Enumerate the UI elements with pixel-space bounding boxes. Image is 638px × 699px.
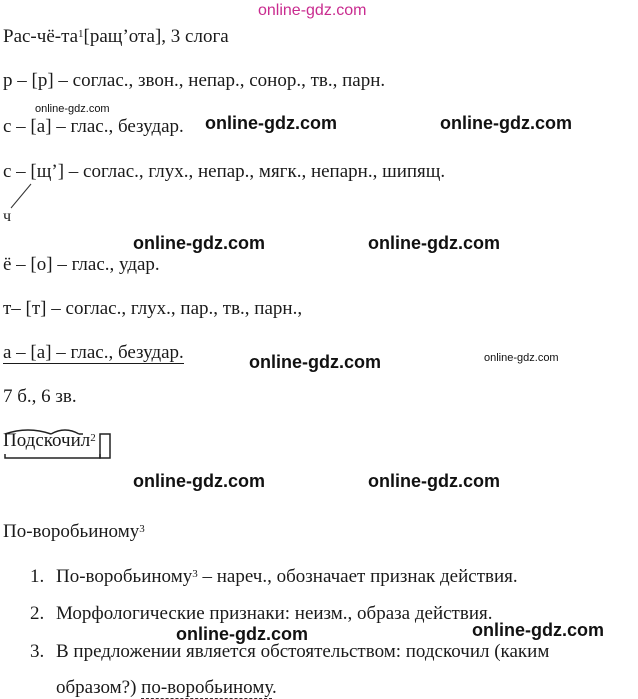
transcription: [ращ’ота], 3 слога [83, 26, 229, 47]
list-text: В предложении является обстоятельством: подскочил (каким [56, 641, 550, 662]
underlined-adverb: по-воробьиному [141, 677, 272, 698]
word2: Подскочил [3, 430, 91, 451]
row-t: т– [т] – соглас., глух., пар., тв., парн., [3, 298, 303, 319]
list-text: По-воробьиному$^3$ – нареч., обозначает признак действия. [56, 566, 518, 587]
row-r: р – [р] – соглас., звон., непар., сонор., тв., парн. [3, 70, 386, 91]
list-number: 1. [30, 566, 45, 587]
watermark: online-gdz.com [472, 620, 604, 640]
watermark: online-gdz.com [176, 624, 308, 644]
summary: 7 б., 6 зв. [3, 386, 77, 407]
watermark-top: online-gdz.com [258, 2, 367, 19]
list-text: Морфологические признаки: неизм., образа действия. [56, 603, 493, 624]
row-s1: с – [а] – глас., безудар. [3, 116, 184, 137]
footnote-3: 3 [139, 523, 145, 535]
morpheme-marks [3, 424, 118, 464]
watermark: online-gdz.com [133, 471, 265, 491]
list-item-continuation: образом?) по-воробьиному. [56, 677, 277, 698]
watermark: online-gdz.com [205, 113, 337, 133]
word3: По-воробьиному [3, 521, 140, 542]
footnote-2: 2 [90, 432, 96, 444]
watermark-small: online-gdz.com [35, 103, 110, 115]
watermark: online-gdz.com [368, 471, 500, 491]
watermark: online-gdz.com [133, 233, 265, 253]
watermark: online-gdz.com [249, 352, 381, 372]
heading-word [3, 26, 229, 48]
row-a-text: а – [а] – глас., безудар. [3, 342, 184, 363]
watermark: online-gdz.com [440, 113, 572, 133]
list-number: 3. [30, 641, 45, 662]
row-a [3, 342, 184, 364]
row-ch: ч [3, 208, 12, 225]
watermark-small: online-gdz.com [484, 352, 559, 364]
word3-line [3, 521, 145, 543]
word-syllables: Рас-чё-та [3, 26, 79, 47]
row-s2: с – [щ’] – соглас., глух., непар., мягк., непарн., шипящ. [3, 161, 446, 182]
watermark: online-gdz.com [368, 233, 500, 253]
row-yo: ё – [о] – глас., удар. [3, 254, 160, 275]
footnote-1: 1 [78, 28, 84, 40]
list-number: 2. [30, 603, 45, 624]
